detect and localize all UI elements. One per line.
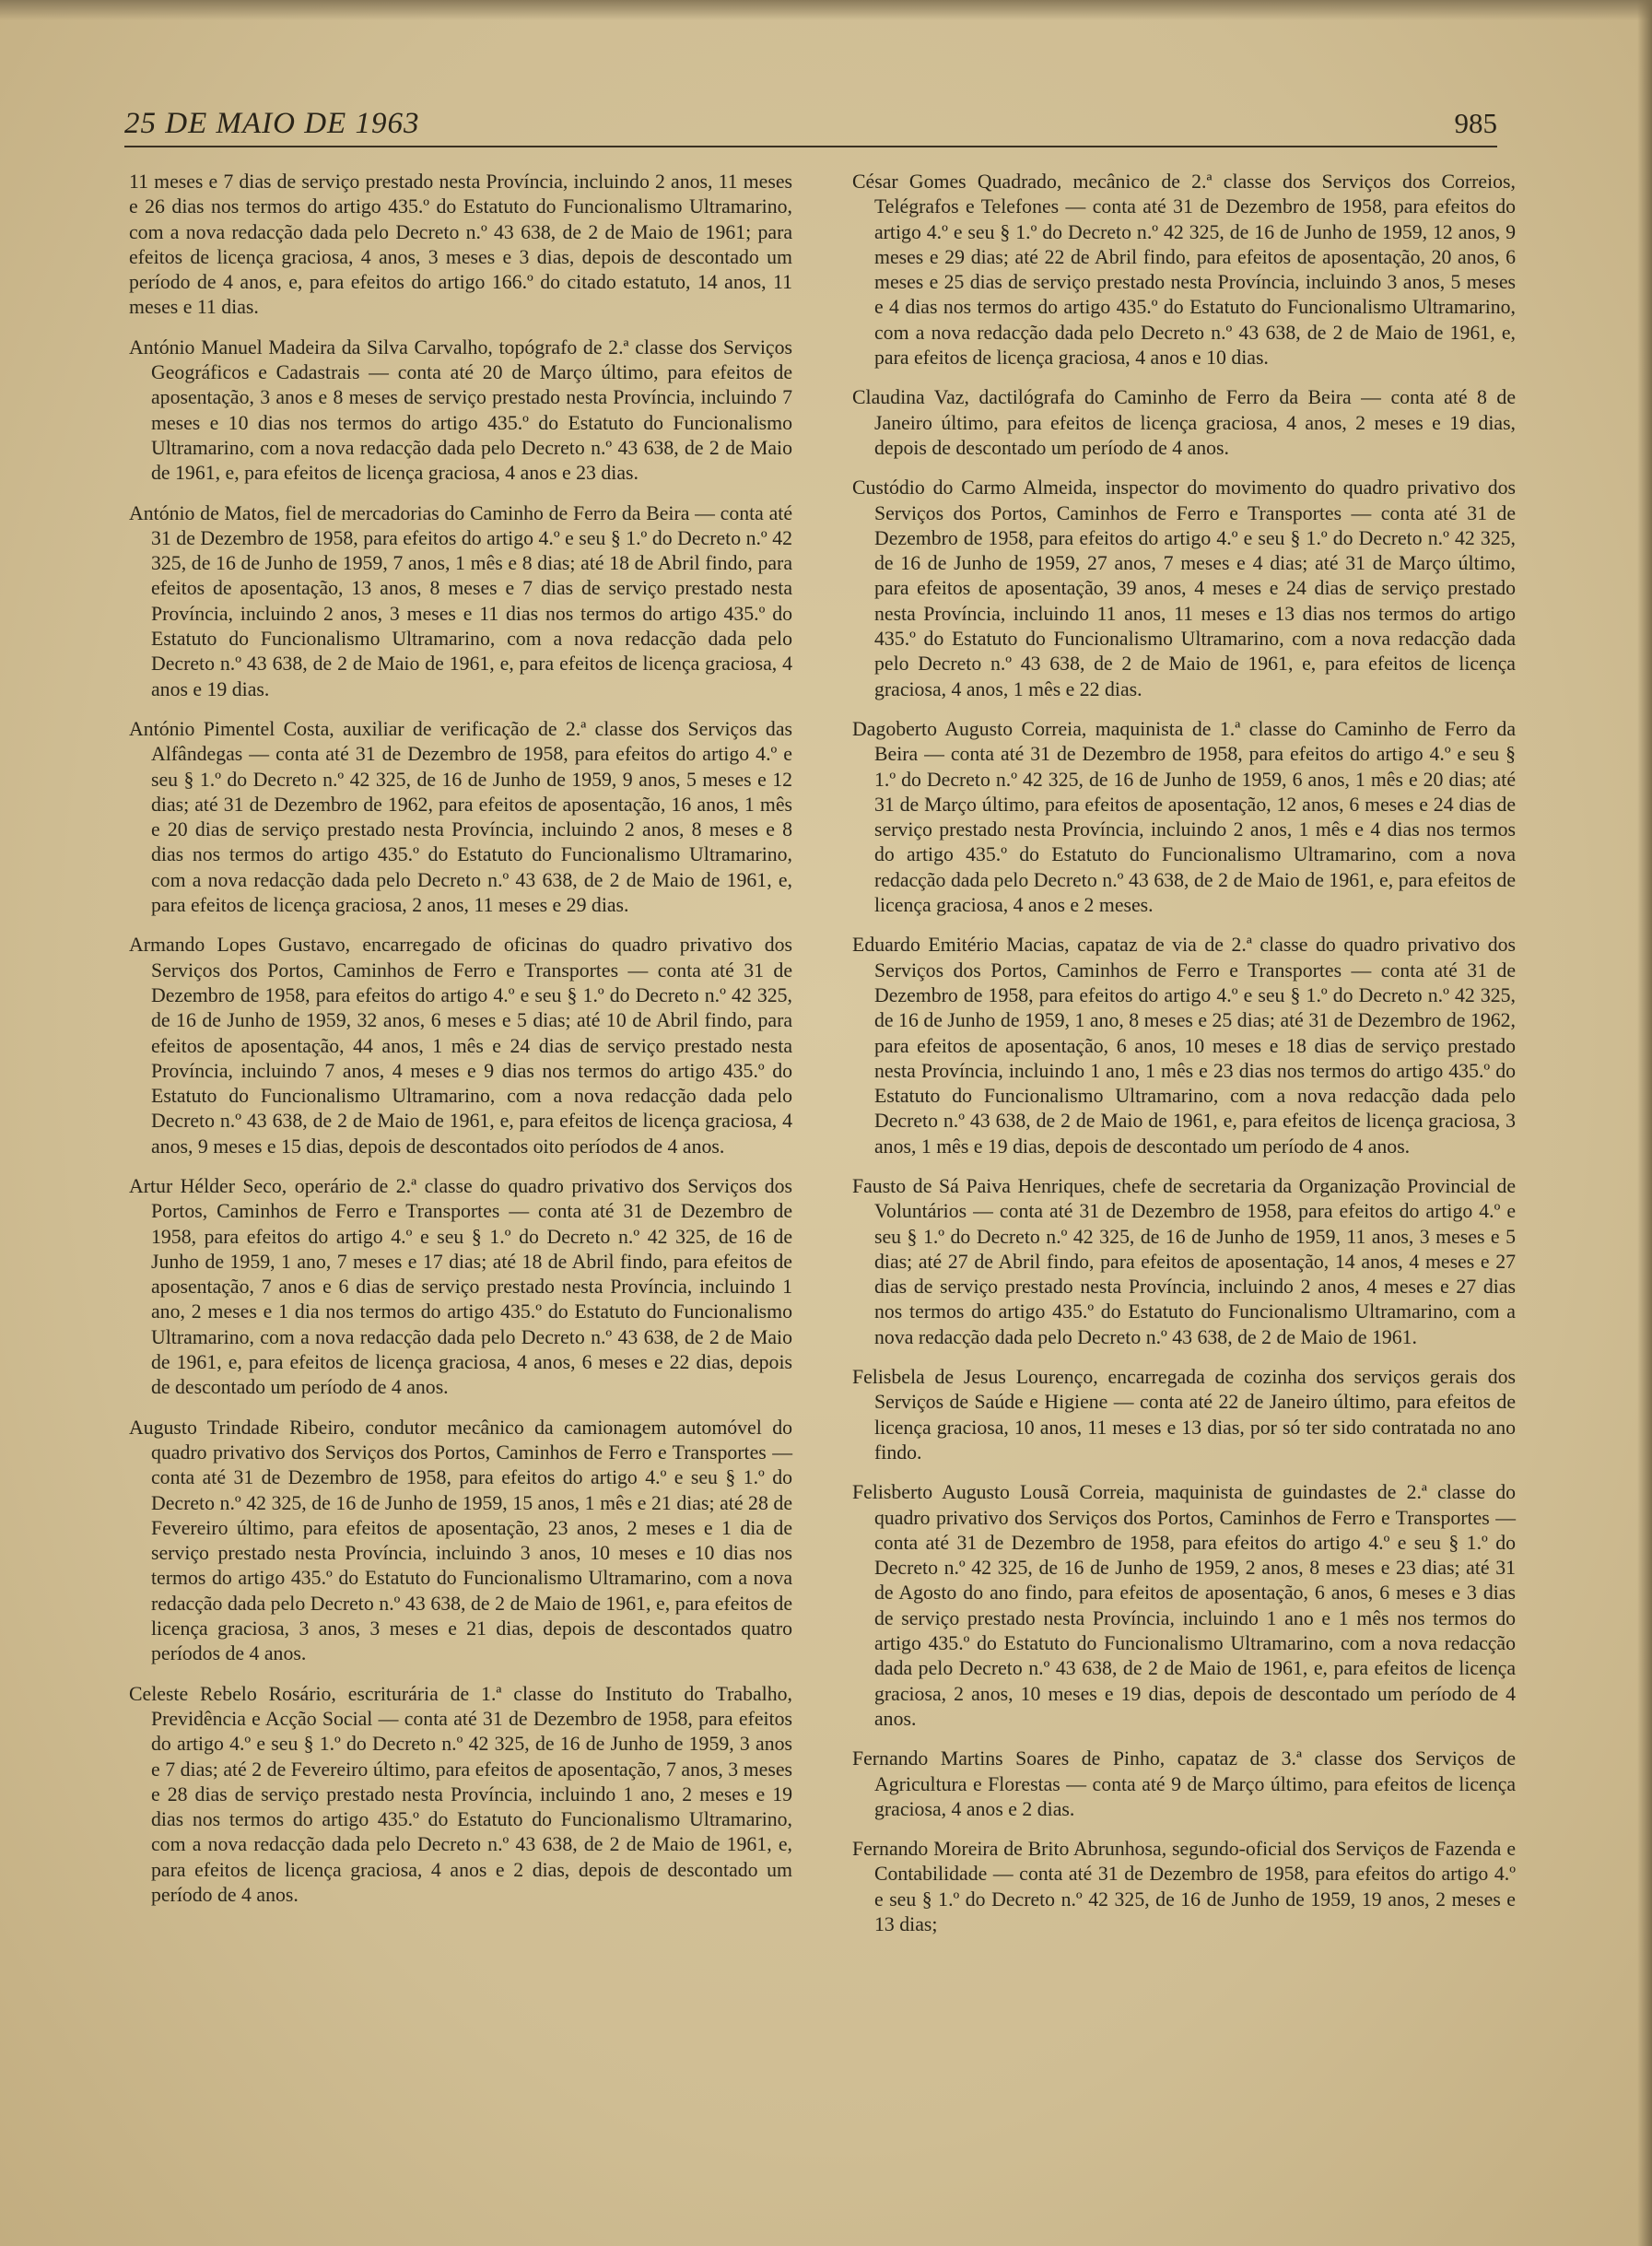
- right-column: [852, 170, 1516, 1952]
- entry-paragraph: Claudina Vaz, dactilógrafa do Caminho de Ferro da Beira — conta até 8 de Janeiro último, para efeitos de licença graciosa, 4 anos, 2 meses e 19 dias, depois de descontado um período de 4 anos.: [852, 386, 1516, 459]
- entry-paragraph: António de Matos, fiel de mercadorias do Caminho de Ferro da Beira — conta até 31 de Dezembro de 1958, para efeitos do artigo 4.º e seu § 1.º do Decreto n.º 42 325, de 16 de Junho de 1959, 7 anos, 1 mês e 8 dias; até 18 de Abril findo, para efeitos de aposentação, 13 anos, 8 meses e 7 dias de serviço prestado nesta Província, incluindo 2 anos, 3 meses e 11 dias nos termos do artigo 435.º do Estatuto do Funcionalismo Ultramarino, com a nova redacção dada pelo Decreto n.º 43 638, de 2 de Maio de 1961, e, para efeitos de licença graciosa, 4 anos e 19 dias.: [129, 501, 792, 700]
- entry-paragraph: Eduardo Emitério Macias, capataz de via de 2.ª classe do quadro privativo dos Serviços dos Portos, Caminhos de Ferro e Transportes — conta até 31 de Dezembro de 1958, para efeitos do artigo 4.º e seu § 1.º do Decreto n.º 42 325, de 16 de Junho de 1959, 1 ano, 8 meses e 25 dias; até 31 de Dezembro de 1962, para efeitos de aposentação, 6 anos, 10 meses e 18 dias de serviço prestado nesta Província, incluindo 1 ano, 1 mês e 23 dias nos termos do artigo 435.º do Estatuto do Funcionalismo Ultramarino, com a nova redacção dada pelo Decreto n.º 43 638, de 2 de Maio de 1961, e, para efeitos de licença graciosa, 3 anos, 1 mês e 19 dias, depois de descontado um período de 4 anos.: [852, 934, 1516, 1158]
- entry-paragraph: Armando Lopes Gustavo, encarregado de oficinas do quadro privativo dos Serviços dos Portos, Caminhos de Ferro e Transportes — conta até 31 de Dezembro de 1958, para efeitos do artigo 4.º e seu § 1.º do Decreto n.º 42 325, de 16 de Junho de 1959, 32 anos, 6 meses e 5 dias; até 10 de Abril findo, para efeitos de aposentação, 44 anos, 1 mês e 24 dias de serviço prestado nesta Província, incluindo 7 anos, 4 meses e 9 dias nos termos do artigo 435.º do Estatuto do Funcionalismo Ultramarino, com a nova redacção dada pelo Decreto n.º 43 638, de 2 de Maio de 1961, e, para efeitos de licença graciosa, 4 anos, 9 meses e 15 dias, depois de descontados oito períodos de 4 anos.: [129, 934, 792, 1158]
- entry-paragraph: Augusto Trindade Ribeiro, condutor mecânico da camionagem automóvel do quadro privativo dos Serviços dos Portos, Caminhos de Ferro e Transportes — conta até 31 de Dezembro de 1958, para efeitos do artigo 4.º e seu § 1.º do Decreto n.º 42 325, de 16 de Junho de 1959, 15 anos, 1 mês e 21 dias; até 28 de Fevereiro último, para efeitos de aposentação, 23 anos, 2 meses e 1 dia de serviço prestado nesta Província, incluindo 3 anos, 10 meses e 10 dias nos termos do artigo 435.º do Estatuto do Funcionalismo Ultramarino, com a nova redacção dada pelo Decreto n.º 43 638, de 2 de Maio de 1961, e, para efeitos de licença graciosa, 3 anos, 3 meses e 21 dias, depois de descontados quatro períodos de 4 anos.: [129, 1416, 792, 1665]
- header-rule: [124, 146, 1497, 147]
- entry-paragraph: Fernando Moreira de Brito Abrunhosa, segundo-oficial dos Serviços de Fazenda e Contabilidade — conta até 31 de Dezembro de 1958, para efeitos do artigo 4.º e seu § 1.º do Decreto n.º 42 325, de 16 de Junho de 1959, 19 anos, 2 meses e 13 dias;: [852, 1838, 1516, 1935]
- entry-paragraph: César Gomes Quadrado, mecânico de 2.ª classe dos Serviços dos Correios, Telégrafos e Telefones — conta até 31 de Dezembro de 1958, para efeitos do artigo 4.º e seu § 1.º do Decreto n.º 42 325, de 16 de Junho de 1959, 12 anos, 9 meses e 29 dias; até 22 de Abril findo, para efeitos de aposentação, 20 anos, 6 meses e 25 dias de serviço prestado nesta Província, incluindo 3 anos, 5 meses e 4 dias nos termos do artigo 435.º do Estatuto do Funcionalismo Ultramarino, com a nova redacção dada pelo Decreto n.º 43 638, de 2 de Maio de 1961, e, para efeitos de licença graciosa, 4 anos e 10 dias.: [852, 171, 1516, 370]
- left-column: [129, 170, 792, 1923]
- entry-paragraph: António Pimentel Costa, auxiliar de verificação de 2.ª classe dos Serviços das Alfândegas — conta até 31 de Dezembro de 1958, para efeitos do artigo 4.º e seu § 1.º do Decreto n.º 42 325, de 16 de Junho de 1959, 9 anos, 5 meses e 12 dias; até 31 de Dezembro de 1962, para efeitos de aposentação, 16 anos, 1 mês e 20 dias de serviço prestado nesta Província, incluindo 2 anos, 8 meses e 8 dias nos termos do artigo 435.º do Estatuto do Funcionalismo Ultramarino, com a nova redacção dada pelo Decreto n.º 43 638, de 2 de Maio de 1961, e, para efeitos de licença graciosa, 2 anos, 11 meses e 29 dias.: [129, 717, 792, 917]
- entry-paragraph: Dagoberto Augusto Correia, maquinista de 1.ª classe do Caminho de Ferro da Beira — conta até 31 de Dezembro de 1958, para efeitos do artigo 4.º e seu § 1.º do Decreto n.º 42 325, de 16 de Junho de 1959, 6 anos, 1 mês e 20 dias; até 31 de Março último, para efeitos de aposentação, 12 anos, 6 meses e 24 dias de serviço prestado nesta Província, incluindo 2 anos, 1 mês e 4 dias nos termos do artigo 435.º do Estatuto do Funcionalismo Ultramarino, com a nova redacção dada pelo Decreto n.º 43 638, de 2 de Maio de 1961, e, para efeitos de licença graciosa, 4 anos e 2 meses.: [852, 717, 1516, 917]
- entry-paragraph: Custódio do Carmo Almeida, inspector do movimento do quadro privativo dos Serviços dos Portos, Caminhos de Ferro e Transportes — conta até 31 de Dezembro de 1958, para efeitos do artigo 4.º e seu § 1.º do Decreto n.º 42 325, de 16 de Junho de 1959, 27 anos, 7 meses e 4 dias; até 31 de Março último, para efeitos de aposentação, 39 anos, 4 meses e 24 dias de serviço prestado nesta Província, incluindo 11 anos, 11 meses e 13 dias nos termos do artigo 435.º do Estatuto do Funcionalismo Ultramarino, com a nova redacção dada pelo Decreto n.º 43 638, de 2 de Maio de 1961, e, para efeitos de licença graciosa, 4 anos, 1 mês e 22 dias.: [852, 476, 1516, 700]
- entry-paragraph: António Manuel Madeira da Silva Carvalho, topógrafo de 2.ª classe dos Serviços Geográficos e Cadastrais — conta até 20 de Março último, para efeitos de aposentação, 3 anos e 8 meses de serviço prestado nesta Província, incluindo 7 meses e 10 dias nos termos do artigo 435.º do Estatuto do Funcionalismo Ultramarino, com a nova redacção dada pelo Decreto n.º 43 638, de 2 de Maio de 1961, e, para efeitos de licença graciosa, 4 anos e 23 dias.: [129, 335, 792, 485]
- header-date: 25 DE MAIO DE 1963: [124, 107, 420, 140]
- page-header: [124, 100, 1497, 146]
- page-edge-right: [1637, 0, 1652, 2246]
- entry-paragraph: Fernando Martins Soares de Pinho, capataz de 3.ª classe dos Serviços de Agricultura e Florestas — conta até 9 de Março último, para efeitos de licença graciosa, 4 anos e 2 dias.: [852, 1747, 1516, 1820]
- entry-paragraph: Felisberto Augusto Lousã Correia, maquinista de guindastes de 2.ª classe do quadro privativo dos Serviços dos Portos, Caminhos de Ferro e Transportes — conta até 31 de Dezembro de 1958, para efeitos do artigo 4.º e seu § 1.º do Decreto n.º 42 325, de 16 de Junho de 1959, 2 anos, 8 meses e 23 dias; até 31 de Agosto do ano findo, para efeitos de aposentação, 6 anos, 6 meses e 3 dias de serviço prestado nesta Província, incluindo 1 ano e 1 mês nos termos do artigo 435.º do Estatuto do Funcionalismo Ultramarino, com a nova redacção dada pelo Decreto n.º 43 638, de 2 de Maio de 1961, e, para efeitos de licença graciosa, 2 anos, 10 meses e 19 dias, depois de descontado um período de 4 anos.: [852, 1481, 1516, 1730]
- entry-paragraph: Celeste Rebelo Rosário, escriturária de 1.ª classe do Instituto do Trabalho, Previdência e Acção Social — conta até 31 de Dezembro de 1958, para efeitos do artigo 4.º e seu § 1.º do Decreto n.º 42 325, de 16 de Junho de 1959, 3 anos e 7 dias; até 2 de Fevereiro último, para efeitos de aposentação, 7 anos, 3 meses e 28 dias de serviço prestado nesta Província, incluindo 1 ano, 2 meses e 19 dias nos termos do artigo 435.º do Estatuto do Funcionalismo Ultramarino, com a nova redacção dada pelo Decreto n.º 43 638, de 2 de Maio de 1961, e, para efeitos de licença graciosa, 4 anos e 2 dias, depois de descontado um período de 4 anos.: [129, 1682, 792, 1906]
- entry-paragraph: 11 meses e 7 dias de serviço prestado nesta Província, incluindo 2 anos, 11 meses e 26 dias nos termos do artigo 435.º do Estatuto do Funcionalismo Ultramarino, com a nova redacção dada pelo Decreto n.º 43 638, de 2 de Maio de 1961; para efeitos de licença graciosa, 4 anos, 3 meses e 3 dias, depois de descontado um período de 4 anos, e, para efeitos do artigo 166.º do citado estatuto, 14 anos, 11 meses e 11 dias.: [129, 171, 792, 319]
- page-number: 985: [1454, 107, 1497, 139]
- entry-paragraph: Artur Hélder Seco, operário de 2.ª classe do quadro privativo dos Serviços dos Portos, Caminhos de Ferro e Transportes — conta até 31 de Dezembro de 1958, para efeitos do artigo 4.º e seu § 1.º do Decreto n.º 42 325, de 16 de Junho de 1959, 1 ano, 7 meses e 17 dias; até 18 de Abril findo, para efeitos de aposentação, 7 anos e 6 dias de serviço prestado nesta Província, incluindo 1 ano, 2 meses e 1 dia nos termos do artigo 435.º do Estatuto do Funcionalismo Ultramarino, com a nova redacção dada pelo Decreto n.º 43 638, de 2 de Maio de 1961, e, para efeitos de licença graciosa, 4 anos, 6 meses e 22 dias, depois de descontado um período de 4 anos.: [129, 1174, 792, 1399]
- entry-paragraph: Fausto de Sá Paiva Henriques, chefe de secretaria da Organização Provincial de Voluntários — conta até 31 de Dezembro de 1958, para efeitos do artigo 4.º e seu § 1.º do Decreto n.º 42 325, de 16 de Junho de 1959, 11 anos, 3 meses e 5 dias; até 27 de Abril findo, para efeitos de aposentação, 14 anos, 4 meses e 27 dias de serviço prestado nesta Província, incluindo 2 anos, 4 meses e 27 dias nos termos do artigo 435.º do Estatuto do Funcionalismo Ultramarino, com a nova redacção dada pelo Decreto n.º 43 638, de 2 de Maio de 1961.: [852, 1174, 1516, 1348]
- entry-paragraph: Felisbela de Jesus Lourenço, encarregada de cozinha dos serviços gerais dos Serviços de Saúde e Higiene — conta até 22 de Janeiro último, para efeitos de licença graciosa, 10 anos, 11 meses e 13 dias, por só ter sido contratada no ano findo.: [852, 1366, 1516, 1464]
- page-edge-top: [0, 0, 1652, 20]
